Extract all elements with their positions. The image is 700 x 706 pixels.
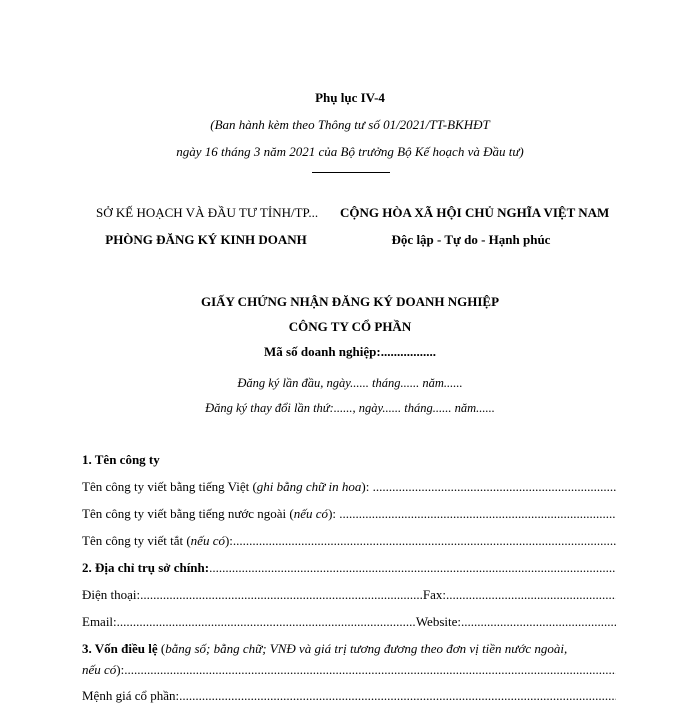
fax-blank <box>446 587 616 603</box>
office-name: PHÒNG ĐĂNG KÝ KINH DOANH <box>105 232 307 247</box>
vietnamese-name-suffix: ): <box>361 479 370 494</box>
abbreviated-name-label: Tên công ty viết tắt ( <box>82 533 191 548</box>
email-website-row <box>82 614 616 632</box>
section-1-heading: 1. Tên công ty <box>82 452 160 467</box>
nation-name: CỘNG HÒA XÃ HỘI CHỦ NGHĨA VIỆT NAM <box>340 205 610 220</box>
certificate-title: GIẤY CHỨNG NHẬN ĐĂNG KÝ DOANH NGHIỆP <box>200 294 500 309</box>
issued-line-2: ngày 16 tháng 3 năm 2021 của Bộ trưởng Bộ Kế hoạch và Đầu tư) <box>176 144 524 159</box>
change-registration-line: Đăng ký thay đổi lần thứ:......, ngày...... tháng...... năm...... <box>205 401 495 415</box>
par-value-blank <box>179 688 616 704</box>
abbreviated-name-blank <box>233 533 616 549</box>
head-office-row <box>82 560 616 578</box>
foreign-name-label: Tên công ty viết bằng tiếng nước ngoài ( <box>82 506 294 521</box>
section-3-suffix: ): <box>116 662 125 677</box>
abbreviated-name-note: nếu có <box>190 533 225 548</box>
fax-label: Fax: <box>422 587 446 602</box>
national-motto: Độc lập - Tự do - Hạnh phúc <box>391 232 551 247</box>
appendix-title: Phụ lục IV-4 <box>315 90 385 105</box>
vietnamese-name-label: Tên công ty viết bằng tiếng Việt ( <box>82 479 257 494</box>
vietnamese-name-blank <box>373 479 616 495</box>
abbreviated-name-row <box>82 533 616 551</box>
company-type: CÔNG TY CỔ PHẦN <box>288 319 412 334</box>
par-value-row <box>82 688 616 706</box>
email-label: Email: <box>82 614 117 629</box>
phone-label: Điện thoại: <box>82 587 141 602</box>
section-3-note: bằng số; bằng chữ; VNĐ và giá trị tương đương theo đơn vị tiền nước ngoài, <box>165 641 568 656</box>
first-registration-line: Đăng ký lần đầu, ngày...... tháng...... năm...... <box>237 376 463 390</box>
foreign-name-blank <box>339 506 616 522</box>
section-2-heading: 2. Địa chỉ trụ sở chính: <box>82 560 210 575</box>
issued-line-1: (Ban hành kèm theo Thông tư số 01/2021/TT-BKHĐT <box>210 117 490 132</box>
vietnamese-name-note: ghi bằng chữ in hoa <box>256 479 362 494</box>
department-name: SỞ KẾ HOẠCH VÀ ĐẦU TƯ TỈNH/TP... <box>96 205 319 220</box>
website-blank <box>461 614 616 630</box>
head-office-blank <box>209 560 616 576</box>
charter-capital-line-1 <box>82 641 616 657</box>
section-3-heading: 3. Vốn điều lệ <box>82 641 158 656</box>
abbreviated-name-suffix: ): <box>224 533 233 548</box>
vietnamese-name-row <box>82 479 616 497</box>
foreign-name-row <box>82 506 616 524</box>
foreign-name-note: nếu có <box>293 506 329 521</box>
foreign-name-suffix: ): <box>328 506 337 521</box>
phone-blank <box>140 587 423 603</box>
website-label: Website: <box>415 614 461 629</box>
header-divider <box>312 172 390 173</box>
section-3-note-2: nếu có <box>82 662 117 677</box>
par-value-label: Mệnh giá cổ phần: <box>82 688 180 703</box>
email-blank <box>117 614 416 630</box>
charter-capital-line-2 <box>82 662 616 680</box>
phone-fax-row <box>82 587 616 605</box>
enterprise-code: Mã số doanh nghiệp:................. <box>264 344 436 359</box>
section-3-open: ( <box>157 641 166 656</box>
charter-capital-blank <box>124 662 616 678</box>
